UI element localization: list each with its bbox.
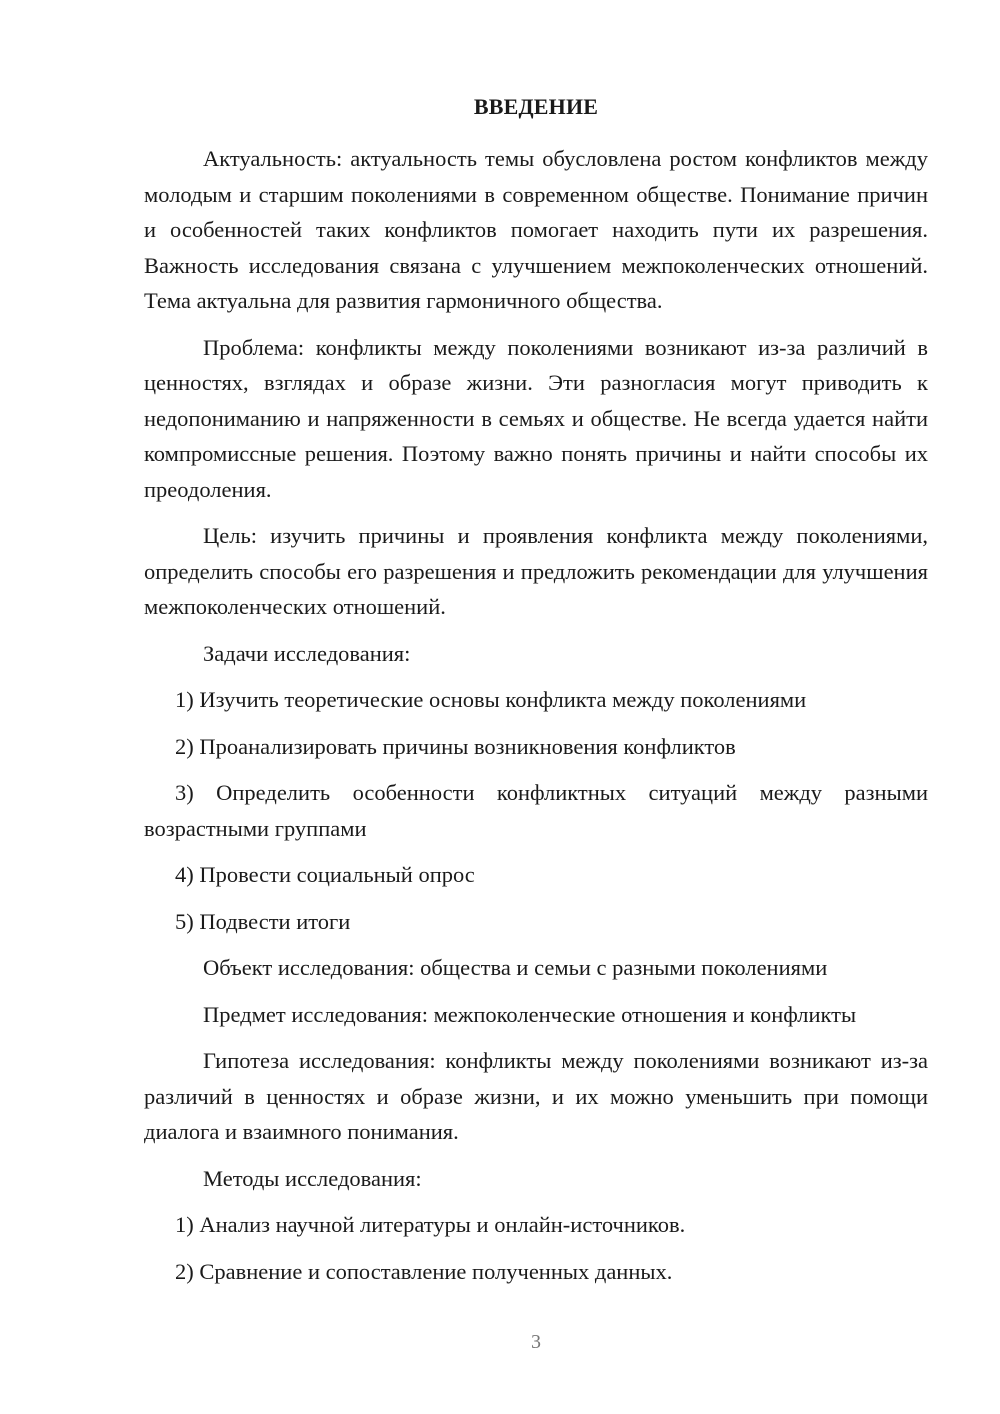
task-item: 3) Определить особенности конфликтных ситуаций между разными возрастными группами (144, 780, 928, 841)
task-item: 4) Провести социальный опрос (175, 862, 475, 887)
task-item: 2) Проанализировать причины возникновения конфликтов (175, 733, 736, 759)
page-number: 3 (531, 1331, 541, 1353)
tasks-heading: Задачи исследования: (203, 640, 411, 666)
task-item: 1) Изучить теоретические основы конфликта между поколениями (175, 687, 807, 712)
methods-list (144, 1207, 928, 1289)
method-item: 2) Сравнение и сопоставление полученных данных. (175, 1258, 673, 1284)
section-title: ВВЕДЕНИЕ (473, 94, 599, 119)
subject-paragraph: Предмет исследования: межпоколенческие отношения и конфликты (203, 1001, 857, 1027)
relevance-paragraph: Актуальность: актуальность темы обусловлена ростом конфликтов между молодым и старшим поколениями в современном обществе. Понимание причин и особенностей таких конфликтов помогает находить пути их разрешения. Важность исследования связана с улучшением межпоколенческих отношений. Тема актуальна для развития гармоничного общества. (144, 146, 928, 313)
task-item: 5) Подвести итоги (175, 908, 351, 934)
object-paragraph: Объект исследования: общества и семьи с разными поколениями (203, 955, 828, 980)
hypothesis-paragraph: Гипотеза исследования: конфликты между поколениями возникают из-за различий в ценностях и образе жизни, и их можно уменьшить при помощи диалога и взаимного понимания. (144, 1048, 928, 1144)
tasks-list (144, 682, 928, 939)
problem-paragraph: Проблема: конфликты между поколениями возникают из-за различий в ценностях, взглядах и образе жизни. Эти разногласия могут приводить к недопониманию и напряженности в семьях и обществе. Не всегда удается найти компромиссные решения. Поэтому важно понять причины и найти способы их преодоления. (144, 334, 928, 502)
methods-heading: Методы исследования: (203, 1165, 422, 1191)
document-body (144, 141, 928, 1300)
goal-paragraph: Цель: изучить причины и проявления конфликта между поколениями, определить способы его разрешения и предложить рекомендации для улучшения межпоколенческих отношений. (144, 523, 928, 619)
method-item: 1) Анализ научной литературы и онлайн-источников. (175, 1212, 686, 1237)
